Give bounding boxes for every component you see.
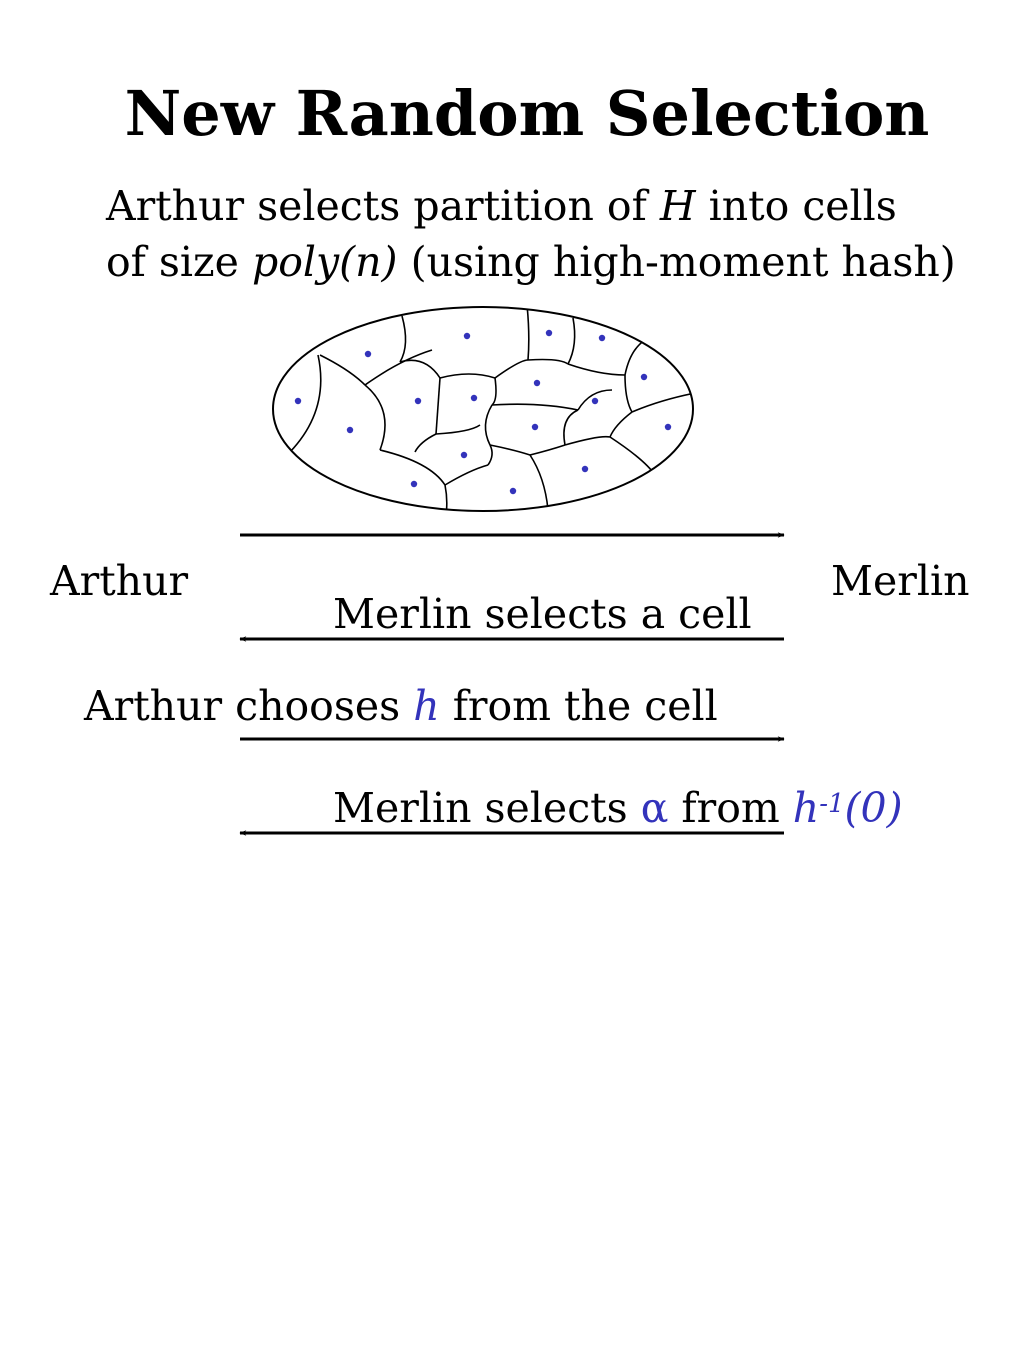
intro-text: (using high-moment hash) <box>397 238 956 286</box>
intro-text: of size <box>106 238 252 286</box>
var-h: h <box>413 682 440 730</box>
intro-text: into cells <box>695 182 897 230</box>
intro-text: Arthur selects partition of <box>106 182 660 230</box>
var-alpha: α <box>640 784 669 832</box>
step-text: Arthur chooses <box>84 682 414 730</box>
partition-ellipse <box>273 305 695 515</box>
step-text: from <box>668 784 793 832</box>
var-h-inverse: h <box>792 784 820 832</box>
step-merlin-selects-cell: Merlin selects a cell <box>333 590 752 638</box>
step-merlin-selects-alpha <box>333 784 903 832</box>
step-text: Merlin selects <box>333 784 641 832</box>
intro-var-poly: poly(n) <box>251 238 398 286</box>
arthur-label: Arthur <box>50 557 189 605</box>
merlin-label: Merlin <box>831 557 970 605</box>
inverse-superscript: -1 <box>819 789 845 819</box>
cell-points <box>295 330 671 494</box>
page-title: New Random Selection <box>124 77 930 150</box>
inverse-argument: (0) <box>844 784 903 832</box>
cell-boundaries <box>290 305 695 515</box>
intro-var-h: H <box>659 182 696 230</box>
step-arthur-chooses-h <box>84 682 718 730</box>
step-text: from the cell <box>439 682 718 730</box>
